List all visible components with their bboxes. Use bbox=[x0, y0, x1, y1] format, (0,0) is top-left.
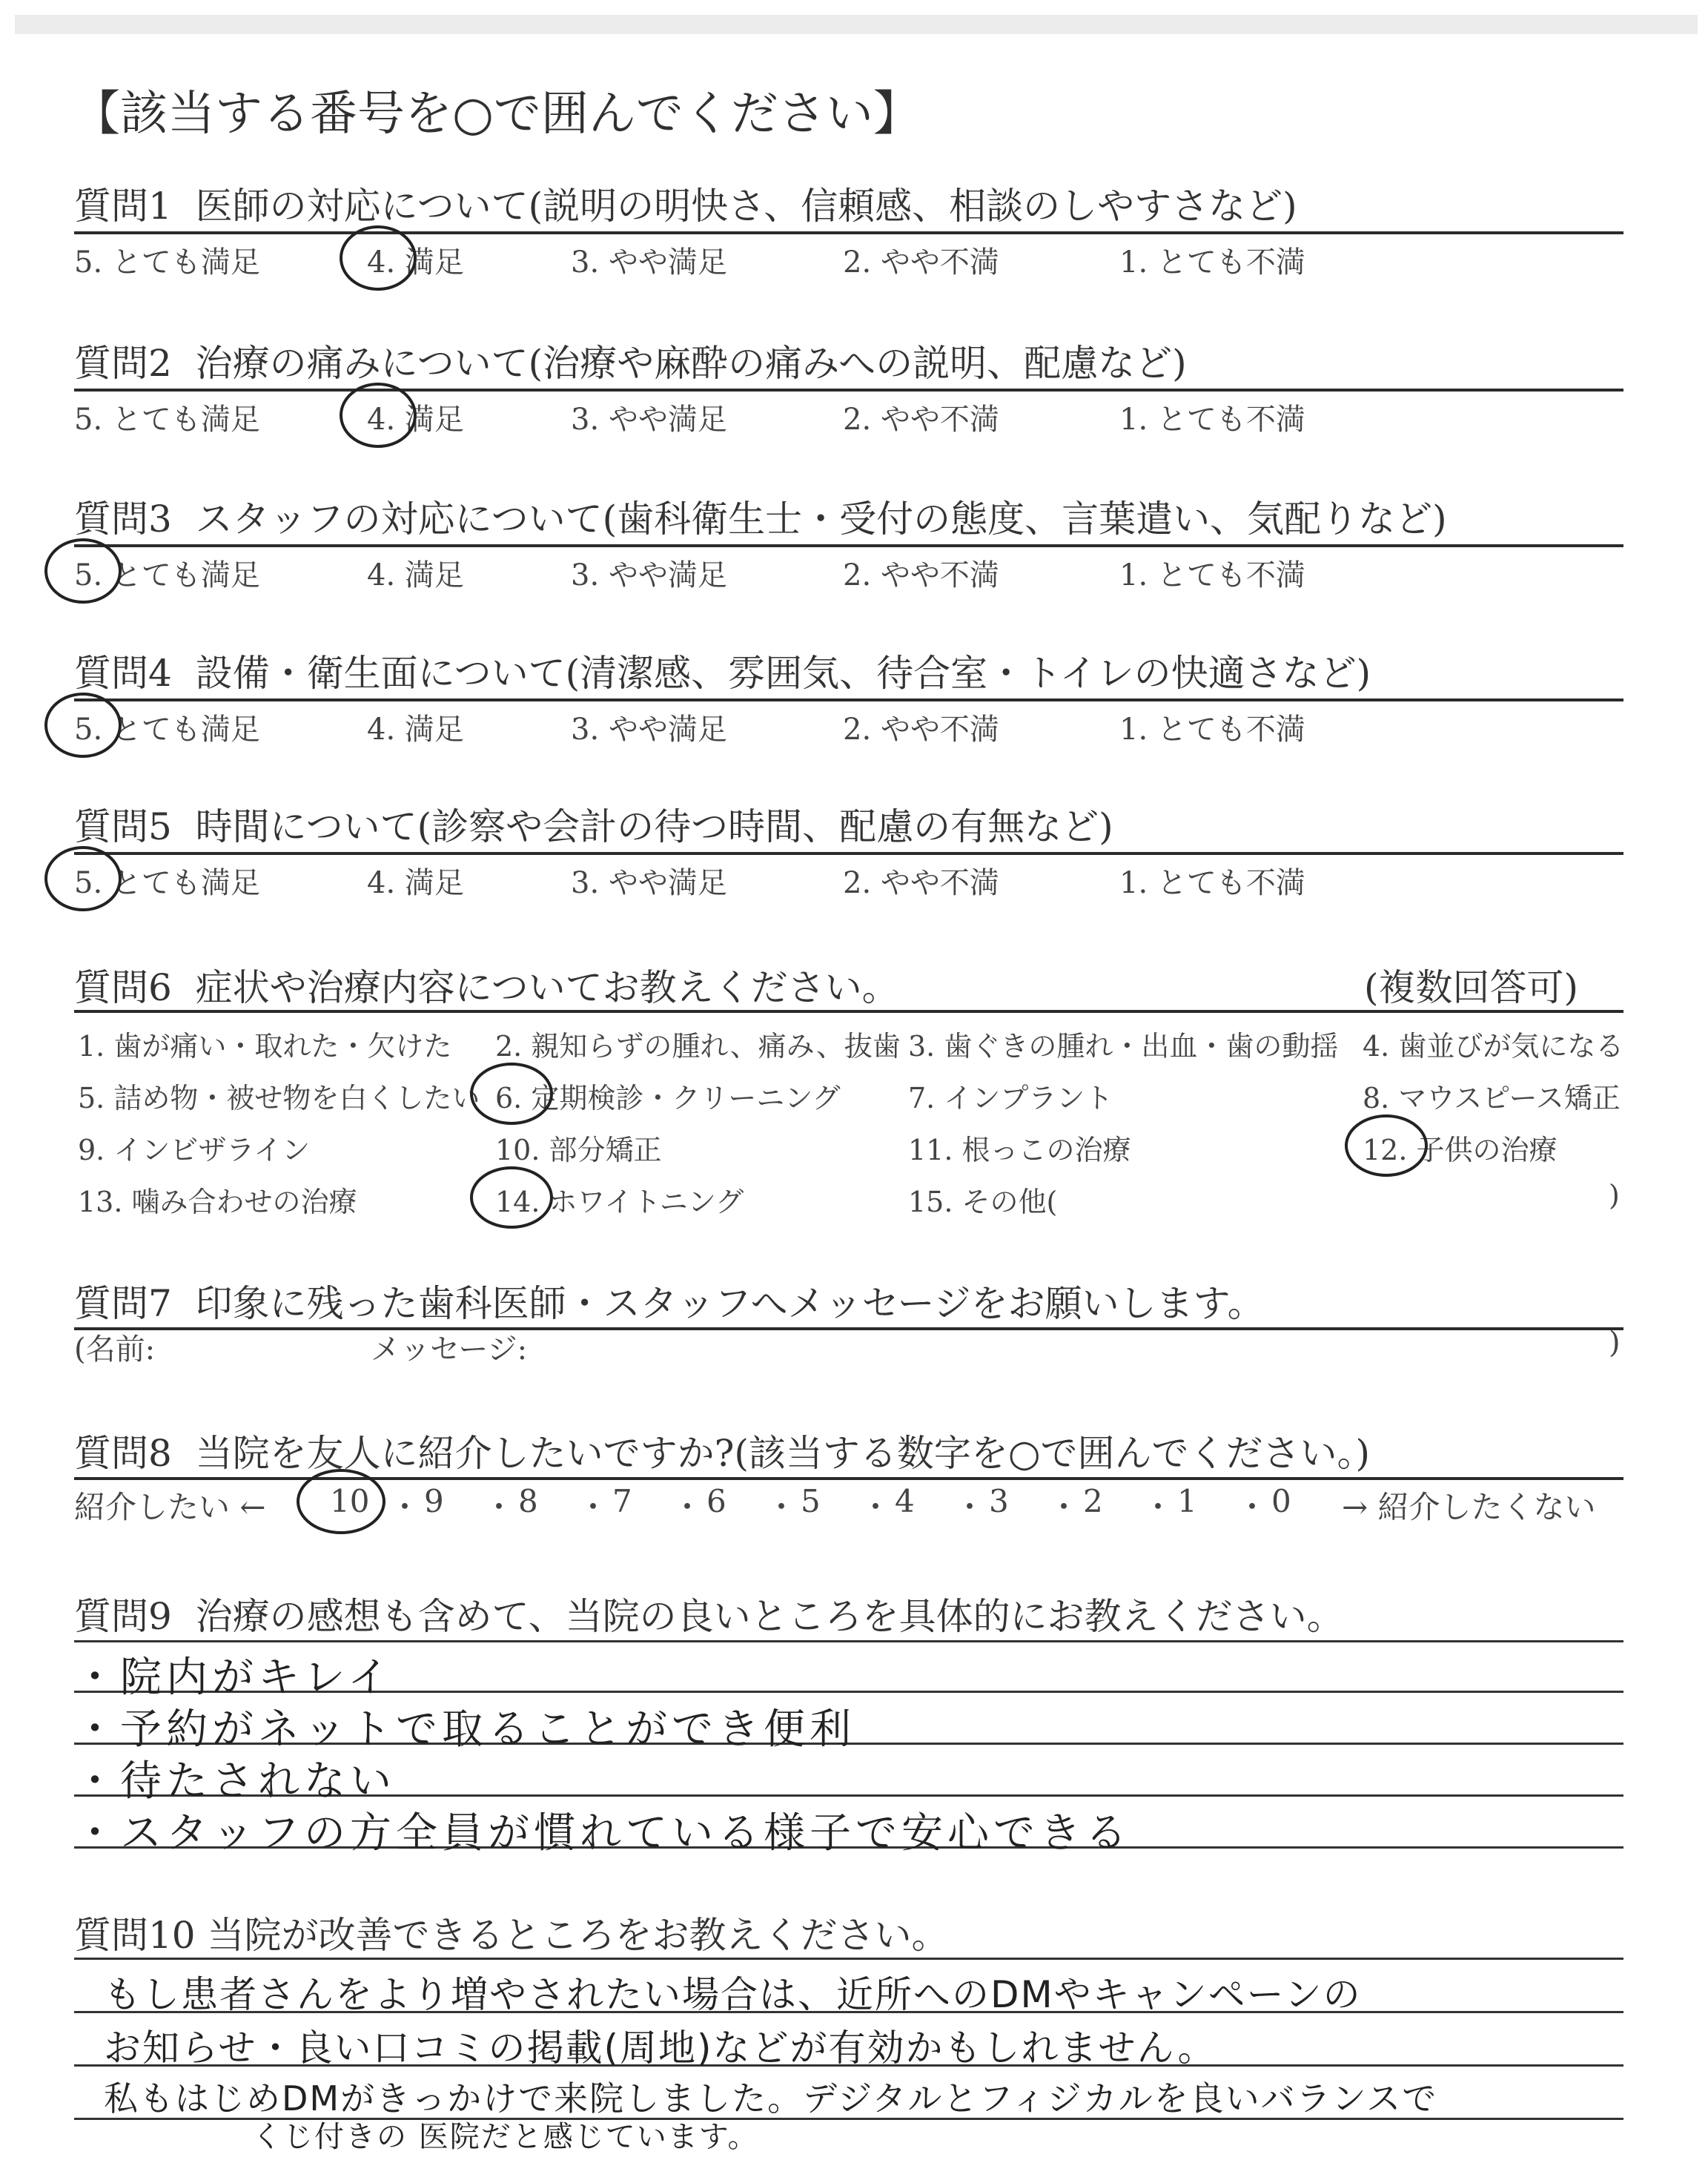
q9-label: 質問9 bbox=[74, 1595, 172, 1638]
q2-text: 治療の痛みについて(治療や麻酔の痛みへの説明、配慮など) bbox=[195, 342, 1187, 385]
q9-answer-line: ・予約がネットで取ることができ便利 bbox=[74, 1705, 855, 1754]
q5-option-3[interactable]: 3. やや満足 bbox=[571, 866, 727, 900]
q3-option-2[interactable]: 2. やや不満 bbox=[843, 558, 999, 592]
q6-option-4[interactable]: 4. 歯並びが気になる bbox=[1363, 1030, 1624, 1063]
q8-scale-separator: ・ bbox=[577, 1489, 609, 1525]
q7-message-label: メッセージ: bbox=[371, 1332, 528, 1367]
q8-scale-5[interactable]: 5 bbox=[801, 1483, 821, 1519]
q8-label: 質問8 bbox=[74, 1432, 172, 1475]
q3-option-5[interactable]: 5. とても満足 bbox=[74, 558, 260, 592]
q10-answer-line: お知らせ・良い口コミの掲載(周地)などが有効かもしれません。 bbox=[104, 2027, 1217, 2070]
q6-option-15[interactable]: 15. その他( bbox=[908, 1186, 1058, 1218]
q2-label: 質問2 bbox=[74, 342, 172, 385]
q9-text: 治療の感想も含めて、当院の良いところを具体的にお教えください。 bbox=[195, 1595, 1344, 1638]
q1-option-5[interactable]: 5. とても満足 bbox=[74, 245, 260, 280]
q1-label: 質問1 bbox=[74, 185, 172, 228]
q6-option-6[interactable]: 6. 定期検診・クリーニング bbox=[495, 1082, 841, 1114]
q4-selection-circle bbox=[46, 694, 120, 756]
q8-scale-separator: ・ bbox=[483, 1489, 515, 1525]
q1-option-1[interactable]: 1. とても不満 bbox=[1119, 245, 1305, 280]
q8-scale-separator: ・ bbox=[672, 1489, 704, 1525]
q8-scale-separator: ・ bbox=[389, 1489, 421, 1525]
q7-text: 印象に残った歯科医師・スタッフへメッセージをお願いします。 bbox=[195, 1282, 1265, 1325]
q7-close-paren: ) bbox=[1609, 1326, 1621, 1360]
q6-selection-circle-12 bbox=[1346, 1116, 1426, 1175]
q8-scale-0[interactable]: 0 bbox=[1271, 1483, 1291, 1519]
q8-scale-4[interactable]: 4 bbox=[895, 1483, 915, 1519]
q3-text: スタッフの対応について(歯科衛生士・受付の態度、言葉遣い、気配りなど) bbox=[195, 498, 1447, 541]
q2-option-1[interactable]: 1. とても不満 bbox=[1119, 403, 1305, 437]
q10-label: 質問10 bbox=[74, 1914, 196, 1957]
q8-selection-circle bbox=[298, 1470, 384, 1533]
q8-scale-3[interactable]: 3 bbox=[989, 1483, 1009, 1519]
q6-option-7[interactable]: 7. インプラント bbox=[908, 1082, 1113, 1114]
q6-note: (複数回答可) bbox=[1364, 966, 1579, 1009]
q9-answer-line: ・スタッフの方全員が慣れている様子で安心できる bbox=[74, 1809, 1131, 1857]
q8-scale-1[interactable]: 1 bbox=[1177, 1483, 1197, 1519]
q1-option-3[interactable]: 3. やや満足 bbox=[571, 245, 727, 280]
q7-label: 質問7 bbox=[74, 1282, 172, 1325]
q3-option-3[interactable]: 3. やや満足 bbox=[571, 558, 727, 592]
q4-text: 設備・衛生面について(清潔感、雰囲気、待合室・トイレの快適さなど) bbox=[195, 652, 1371, 695]
q6-text: 症状や治療内容についてお教えください。 bbox=[195, 966, 899, 1009]
q8-scale-7[interactable]: 7 bbox=[612, 1483, 632, 1519]
q6-option-1[interactable]: 1. 歯が痛い・取れた・欠けた bbox=[78, 1030, 452, 1063]
q5-label: 質問5 bbox=[74, 805, 172, 848]
q6-selection-circle-6 bbox=[471, 1064, 552, 1123]
q9-answer-line: ・院内がキレイ bbox=[74, 1654, 394, 1702]
q8-scale-separator: ・ bbox=[1237, 1489, 1268, 1525]
q10-text: 当院が改善できるところをお教えください。 bbox=[207, 1914, 949, 1957]
q9-answer-line: ・待たされない bbox=[74, 1757, 396, 1806]
q1-option-2[interactable]: 2. やや不満 bbox=[843, 245, 999, 280]
q2-option-3[interactable]: 3. やや満足 bbox=[571, 403, 727, 437]
q6-label: 質問6 bbox=[74, 966, 172, 1009]
q4-option-3[interactable]: 3. やや満足 bbox=[571, 713, 727, 747]
q10-answer-line: くじ付きの 医院だと感じています。 bbox=[252, 2120, 759, 2154]
q6-option-8[interactable]: 8. マウスピース矯正 bbox=[1363, 1082, 1621, 1114]
q6-option-14[interactable]: 14. ホワイトニング bbox=[495, 1186, 744, 1218]
q5-option-4[interactable]: 4. 満足 bbox=[367, 866, 464, 900]
q3-option-1[interactable]: 1. とても不満 bbox=[1119, 558, 1305, 592]
q6-option-10[interactable]: 10. 部分矯正 bbox=[495, 1134, 662, 1166]
q8-scale-8[interactable]: 8 bbox=[518, 1483, 538, 1519]
q6-option-12[interactable]: 12. 子供の治療 bbox=[1363, 1134, 1558, 1166]
q5-text: 時間について(診察や会計の待つ時間、配慮の有無など) bbox=[195, 805, 1113, 848]
q6-option-11[interactable]: 11. 根っこの治療 bbox=[908, 1134, 1131, 1166]
q8-scale-2[interactable]: 2 bbox=[1083, 1483, 1103, 1519]
q6-option-13[interactable]: 13. 噛み合わせの治療 bbox=[78, 1186, 357, 1218]
q6-option-2[interactable]: 2. 親知らずの腫れ、痛み、抜歯 bbox=[495, 1030, 901, 1063]
q5-selection-circle bbox=[46, 848, 120, 910]
q2-selection-circle bbox=[341, 384, 415, 446]
q1-option-4[interactable]: 4. 満足 bbox=[367, 245, 464, 280]
q8-scale-separator: ・ bbox=[954, 1489, 986, 1525]
q4-option-2[interactable]: 2. やや不満 bbox=[843, 713, 999, 747]
q8-right-label: → 紹介したくない bbox=[1342, 1489, 1596, 1525]
form-title: 【該当する番号を○で囲んでください】 bbox=[73, 87, 921, 142]
q8-scale-separator: ・ bbox=[1142, 1489, 1174, 1525]
q8-scale-separator: ・ bbox=[1048, 1489, 1080, 1525]
q3-option-4[interactable]: 4. 満足 bbox=[367, 558, 464, 592]
q6-option-3[interactable]: 3. 歯ぐきの腫れ・出血・歯の動揺 bbox=[908, 1030, 1339, 1063]
q4-option-5[interactable]: 5. とても満足 bbox=[74, 713, 260, 747]
q5-option-2[interactable]: 2. やや不満 bbox=[843, 866, 999, 900]
q2-option-4[interactable]: 4. 満足 bbox=[367, 403, 464, 437]
q6-selection-circle-14 bbox=[471, 1168, 552, 1227]
q8-scale-10[interactable]: 10 bbox=[330, 1483, 370, 1519]
q8-scale-6[interactable]: 6 bbox=[706, 1483, 726, 1519]
q8-scale-9[interactable]: 9 bbox=[424, 1483, 444, 1519]
q4-label: 質問4 bbox=[74, 652, 172, 695]
q3-label: 質問3 bbox=[74, 498, 172, 541]
q8-text: 当院を友人に紹介したいですか?(該当する数字を○で囲んでください。) bbox=[195, 1432, 1371, 1475]
q4-option-1[interactable]: 1. とても不満 bbox=[1119, 713, 1305, 747]
q10-answer-line: もし患者さんをより増やされたい場合は、近所へのDMやキャンペーンの bbox=[104, 1973, 1362, 2016]
q6-other-close-paren: ) bbox=[1609, 1179, 1620, 1212]
q6-option-9[interactable]: 9. インビザライン bbox=[78, 1134, 311, 1166]
q3-selection-circle bbox=[46, 540, 120, 602]
q6-option-5[interactable]: 5. 詰め物・被せ物を白くしたい bbox=[78, 1082, 480, 1114]
q8-scale-separator: ・ bbox=[766, 1489, 798, 1525]
q2-option-2[interactable]: 2. やや不満 bbox=[843, 403, 999, 437]
q1-text: 医師の対応について(説明の明快さ、信頼感、相談のしやすさなど) bbox=[195, 185, 1297, 228]
q4-option-4[interactable]: 4. 満足 bbox=[367, 713, 464, 747]
q1-selection-circle bbox=[341, 227, 415, 289]
q10-answer-line: 私もはじめDMがきっかけで来院しました。デジタルとフィジカルを良いバランスで bbox=[104, 2078, 1438, 2118]
q5-option-1[interactable]: 1. とても不満 bbox=[1119, 866, 1305, 900]
q8-scale-separator: ・ bbox=[860, 1489, 892, 1525]
q7-name-label: (名前: bbox=[74, 1332, 156, 1367]
q8-left-label: 紹介したい ← bbox=[74, 1489, 266, 1525]
q2-option-5[interactable]: 5. とても満足 bbox=[74, 403, 260, 437]
q5-option-5[interactable]: 5. とても満足 bbox=[74, 866, 260, 900]
